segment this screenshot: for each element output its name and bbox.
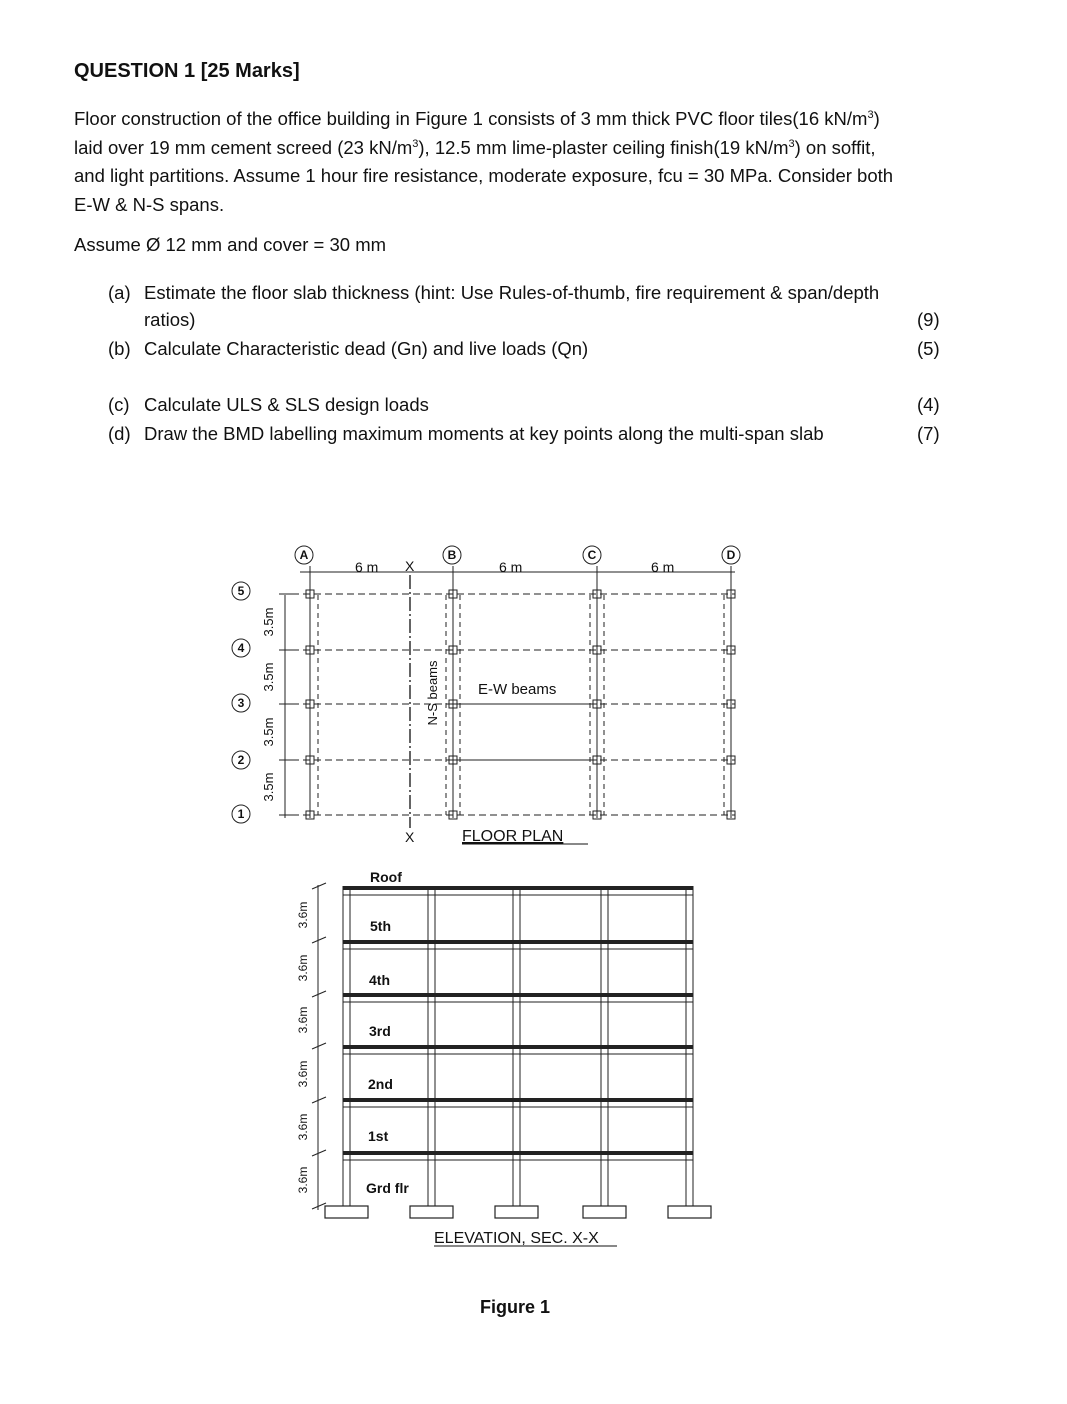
bay-label-5-4: 3.5m: [261, 607, 276, 637]
assumption-text: Assume Ø 12 mm and cover = 30 mm: [74, 234, 387, 255]
part-c-marks: (4): [917, 394, 940, 415]
elevation-title: ELEVATION, SEC. X-X: [434, 1230, 599, 1247]
storey-height-5: 3.6m: [296, 954, 310, 982]
column-label-a: A: [299, 548, 309, 562]
bay-label-3-2: 3.5m: [261, 717, 276, 747]
row-label-2: 2: [237, 753, 245, 767]
part-d: (d) Draw the BMD labelling maximum moments at key points along the multi-span slab: [108, 423, 824, 444]
part-b-marks: (5): [917, 338, 940, 359]
row-label-1: 1: [237, 807, 245, 821]
ew-beams-label: E-W beams: [478, 681, 557, 698]
floor-label-ground: Grd flr: [366, 1180, 409, 1196]
span-label-bc: 6 m: [499, 559, 523, 575]
bay-label-4-3: 3.5m: [261, 662, 276, 692]
span-label-ab: 6 m: [355, 559, 379, 575]
row-label-3: 3: [237, 696, 245, 710]
floor-label-4th: 4th: [369, 972, 390, 988]
section-mark-bottom: X: [405, 829, 415, 845]
row-label-5: 5: [237, 584, 245, 598]
question-title: QUESTION 1 [25 Marks]: [74, 60, 300, 82]
ns-beams-label: N-S beams: [425, 660, 440, 726]
floor-label-3rd: 3rd: [369, 1023, 391, 1039]
section-mark-top: X: [405, 558, 415, 574]
bay-label-2-1: 3.5m: [261, 772, 276, 802]
floor-label-5th: 5th: [370, 918, 391, 934]
part-d-marks: (7): [917, 423, 940, 444]
floor-label-roof: Roof: [370, 869, 402, 885]
floor-label-2nd: 2nd: [368, 1076, 393, 1092]
storey-height-4: 3.6m: [296, 1006, 310, 1034]
floor-plan-title: FLOOR PLAN: [462, 828, 564, 845]
storey-height-6: 3.6m: [296, 901, 310, 929]
row-label-4: 4: [237, 641, 245, 655]
column-label-d: D: [726, 548, 736, 562]
column-label-b: B: [447, 548, 457, 562]
part-b: (b) Calculate Characteristic dead (Gn) and live loads (Qn): [108, 338, 589, 359]
storey-height-1: 3.6m: [296, 1166, 310, 1194]
storey-height-3: 3.6m: [296, 1060, 310, 1088]
column-label-c: C: [587, 548, 597, 562]
part-a: (a) Estimate the floor slab thickness (hint: Use Rules-of-thumb, fire requirement & span/depth: [108, 282, 880, 303]
part-a-continued: ratios): [144, 309, 196, 330]
figure-caption: Figure 1: [479, 1297, 550, 1317]
storey-height-2: 3.6m: [296, 1113, 310, 1141]
floor-label-1st: 1st: [368, 1128, 389, 1144]
part-a-marks: (9): [917, 309, 940, 330]
question-paragraph: Floor construction of the office building in Figure 1 consists of 3 mm thick PVC floor tiles(16 $kN/m^3$) laid over 19 mm cement screed (23 $kN/m^3$), 12.5 mm lime-plaster ceiling finish(19 $kN/m^3$) on soffit, and light partitions. Assume 1 hour fire resistance, moderate exposure, fcu = 30 MPa. Consider both E-W & N-S spans.: [74, 108, 894, 215]
span-label-cd: 6 m: [651, 559, 675, 575]
part-c: (c) Calculate ULS & SLS design loads: [108, 394, 429, 415]
